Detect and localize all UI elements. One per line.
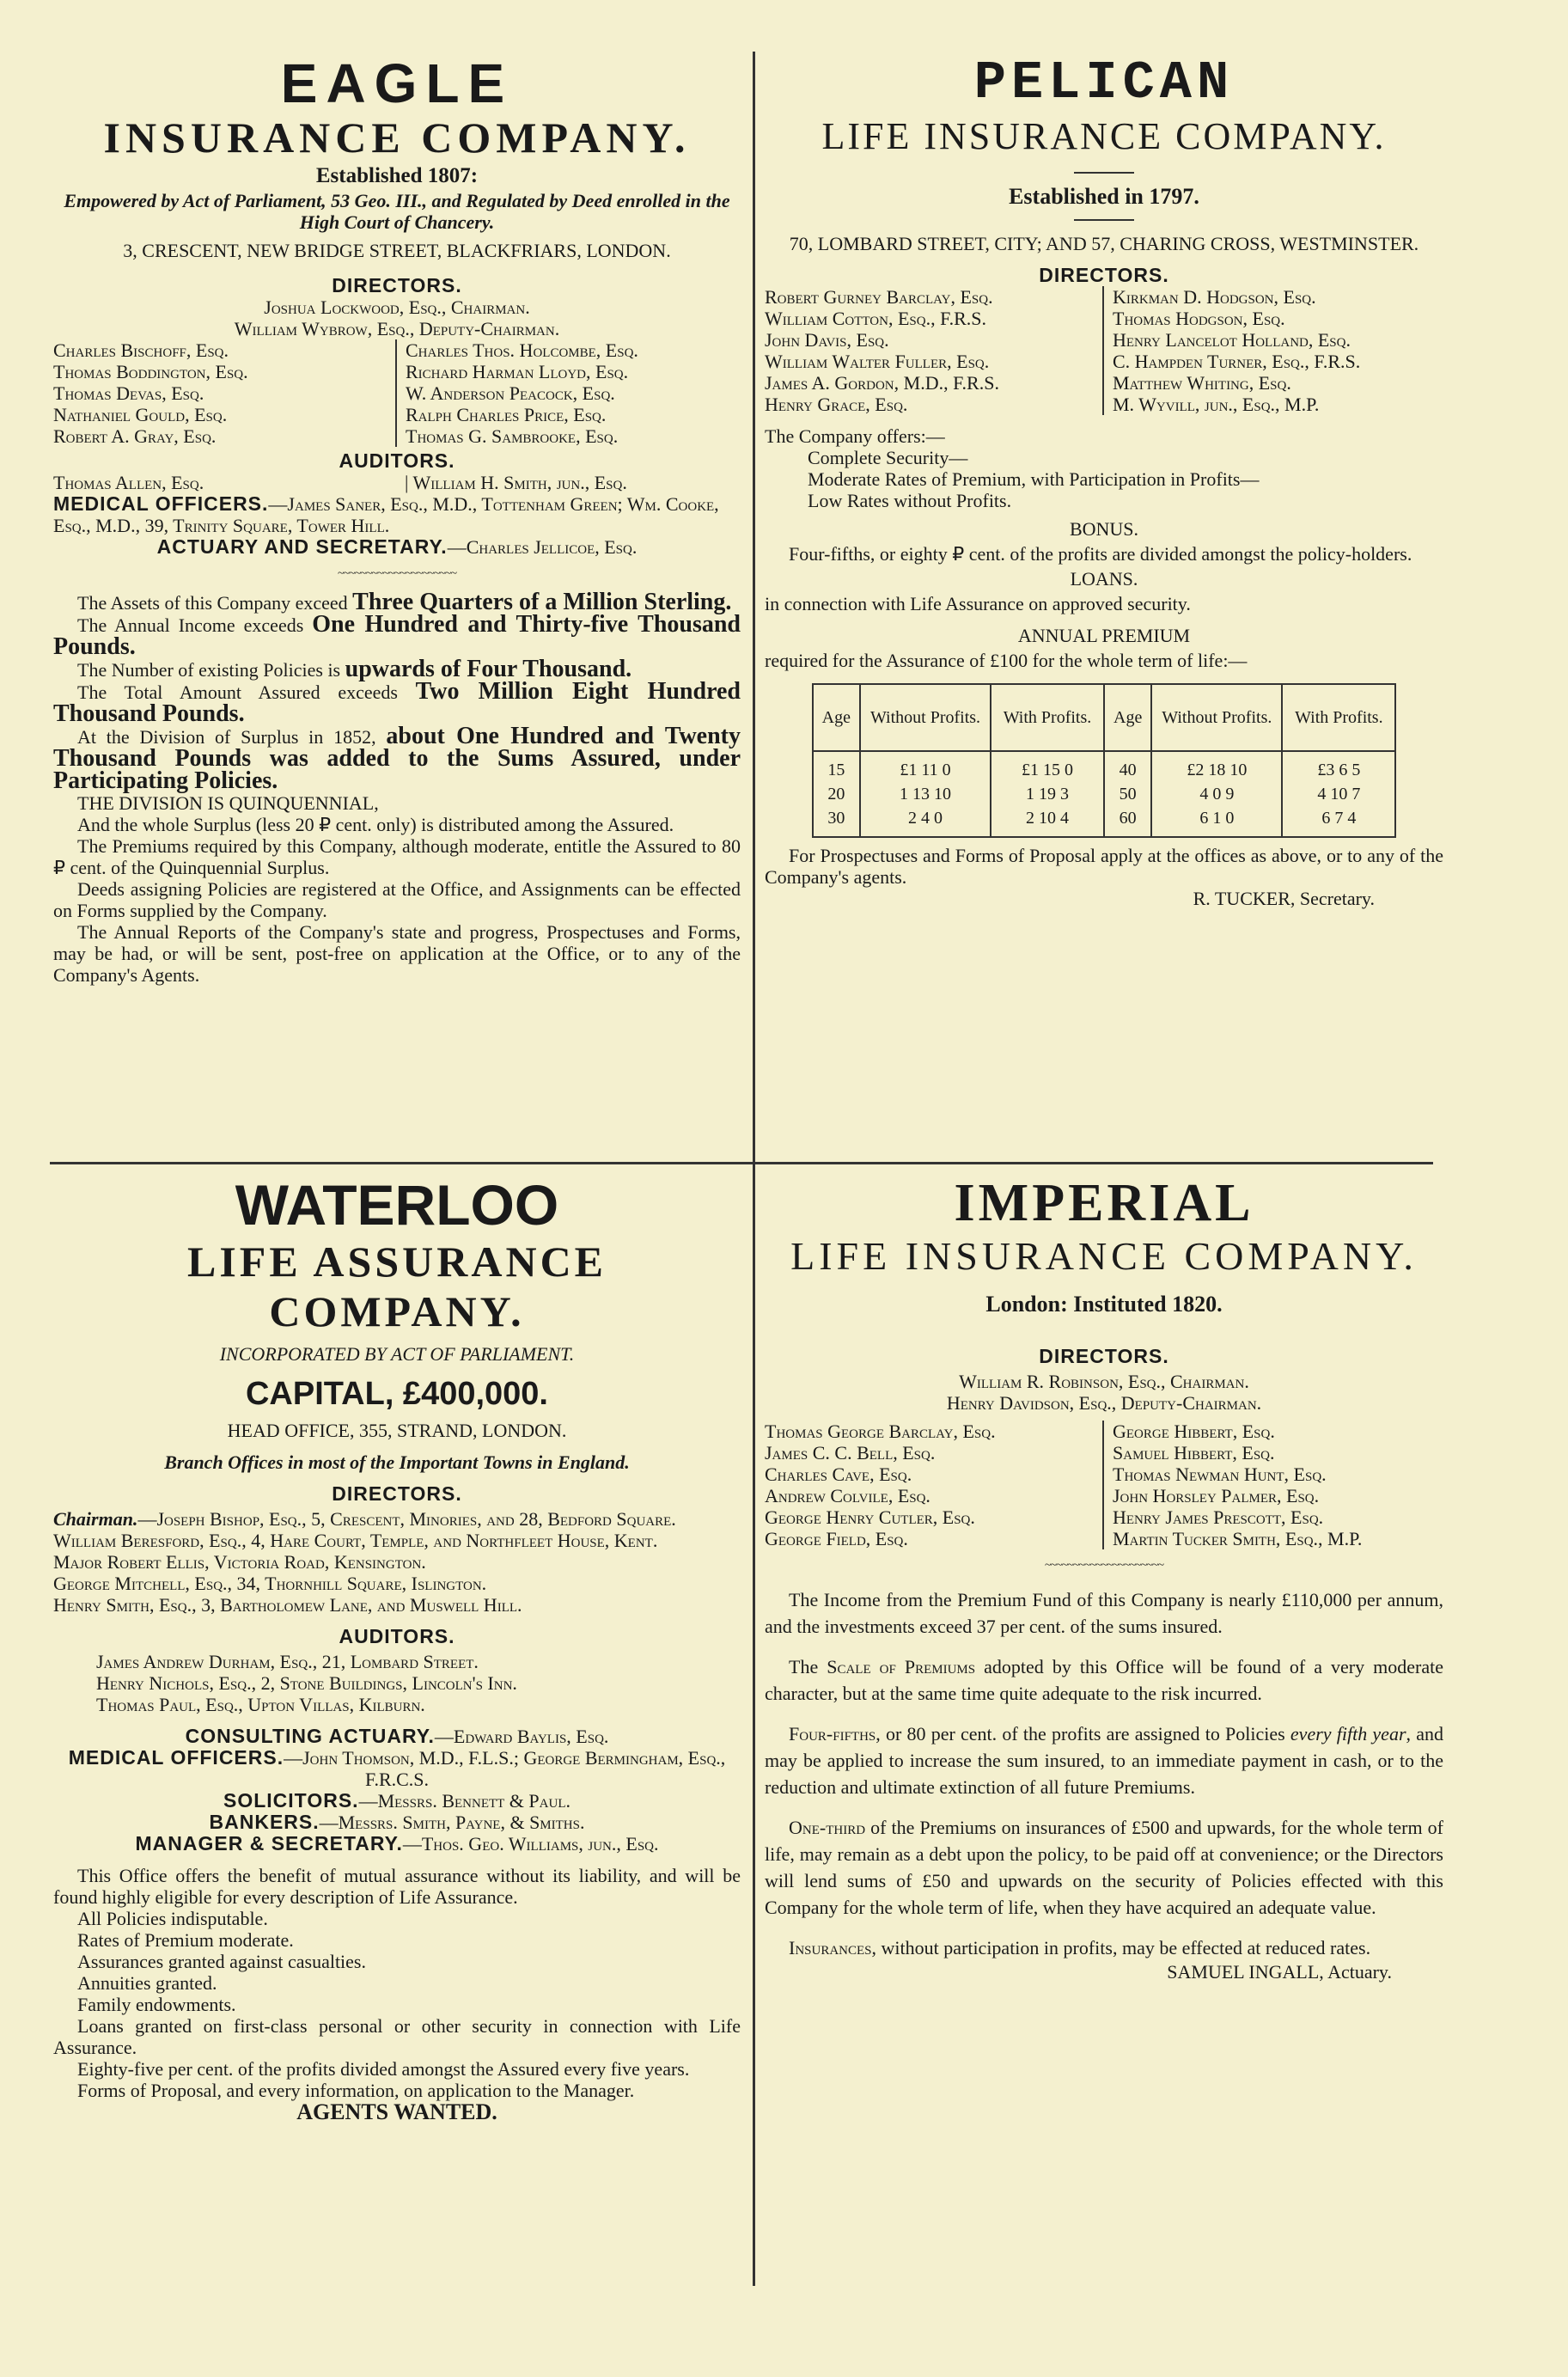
column-divider: [753, 52, 755, 2286]
eagle-auditors: [53, 472, 741, 493]
director: Nathaniel Gould, Esq.: [53, 404, 228, 425]
waterloo-title: WATERLOO: [235, 1173, 559, 1237]
director: Samuel Hibbert, Esq.: [1113, 1442, 1275, 1463]
list-item: Forms of Proposal, and every information, on application to the Manager.: [77, 2080, 635, 2101]
director: Henry Lancelot Holland, Esq.: [1113, 329, 1351, 351]
director: William Walter Fuller, Esq.: [765, 351, 990, 372]
table-row: 20 1 13 10 1 19 3 50 4 0 9 4 10 7: [813, 782, 1396, 806]
imperial-one-third: One-third of the Premiums on insurances of £500 and upwards, for the whole term of life, may remain as a debt upon the policy, to be paid off at convenience; or the Directors will lend sums of £50 and upwards on the security of Policies effected with this Company for the whole term of life, when they have acquired an adequate value.: [765, 1817, 1443, 1918]
director: Richard Harman Lloyd, Esq.: [406, 361, 629, 382]
waterloo-advertisement: [53, 1173, 741, 2316]
director: George Hibbert, Esq.: [1113, 1421, 1275, 1442]
table-row: 15 £1 11 0 £1 15 0 40 £2 18 10 £3 6 5: [813, 751, 1396, 782]
eagle-actuary: [53, 536, 741, 558]
list-item: Annuities granted.: [77, 1972, 217, 1994]
director: George Field, Esq.: [765, 1528, 908, 1549]
eagle-subtitle: INSURANCE COMPANY.: [103, 113, 691, 162]
eagle-title: EAGLE: [280, 52, 514, 114]
director: John Horsley Palmer, Esq.: [1113, 1485, 1320, 1506]
pelican-address: 70, LOMBARD STREET, CITY; AND 57, CHARING CROSS, WESTMINSTER.: [789, 233, 1419, 254]
eagle-policies: The Number of existing Policies is upwards of Four Thousand.: [77, 656, 632, 682]
eagle-premiums: The Premiums required by this Company, although moderate, entitle the Assured to 80 ₽ cent. of the Quinquennial Surplus.: [53, 835, 741, 878]
director: Kirkman D. Hodgson, Esq.: [1113, 286, 1316, 308]
director: Thomas George Barclay, Esq.: [765, 1421, 996, 1442]
eagle-directors-list: [53, 339, 741, 447]
director: William Beresford, Esq., 4, Hare Court, Temple, and Northfleet House, Kent.: [53, 1530, 658, 1551]
auditor: James Andrew Durham, Esq., 21, Lombard Street.: [96, 1651, 479, 1672]
director: George Mitchell, Esq., 34, Thornhill Square, Islington.: [53, 1573, 487, 1594]
imperial-scale: The Scale of Premiums adopted by this Office will be found of a very moderate character, but at the same time quite adequate to the risk incurred.: [765, 1656, 1443, 1704]
director: George Henry Cutler, Esq.: [765, 1506, 975, 1528]
list-item: Assurances granted against casualties.: [77, 1951, 366, 1972]
eagle-surplus: At the Division of Surplus in 1852, about One Hundred and Twenty Thousand Pounds was added to the Sums Assured, under Participating Policies.: [53, 723, 741, 794]
eagle-income: The Annual Income exceeds One Hundred and Thirty-five Thousand Pounds.: [53, 611, 741, 660]
premium-table: [812, 683, 1397, 838]
director: Charles Cave, Esq.: [765, 1463, 912, 1485]
pelican-loans-text: in connection with Life Assurance on approved security.: [765, 593, 1191, 614]
ornament: ~~~~~~~~~~~~~~~~~~~~~: [1044, 1559, 1164, 1572]
pelican-loans-heading: LOANS.: [1070, 568, 1138, 590]
ornament: ~~~~~~~~~~~~~~~~~~~~~: [337, 567, 457, 580]
waterloo-subtitle: LIFE ASSURANCE COMPANY.: [186, 1237, 607, 1335]
director: Matthew Whiting, Esq.: [1113, 372, 1291, 394]
waterloo-auditors-heading: AUDITORS.: [339, 1625, 455, 1647]
column-header: Without Profits.: [1151, 684, 1282, 751]
pelican-directors-heading: DIRECTORS.: [1039, 264, 1169, 286]
eagle-deeds: Deeds assigning Policies are registered at the Office, and Assignments can be effected on Forms supplied by the Company.: [53, 878, 741, 921]
column-header: Age: [1104, 684, 1151, 751]
imperial-insurances: Insurances, without participation in profits, may be effected at reduced rates.: [789, 1937, 1371, 1958]
waterloo-solicitors: SOLICITORS.—Messrs. Bennett & Paul.: [223, 1789, 570, 1812]
director: Henry James Prescott, Esq.: [1113, 1506, 1324, 1528]
director: Charles Bischoff, Esq.: [53, 339, 229, 361]
pelican-title: PELICAN: [973, 52, 1235, 113]
pelican-prospectus: For Prospectuses and Forms of Proposal apply at the offices as above, or to any of the Company's agents.: [765, 845, 1443, 888]
director: M. Wyvill, jun., Esq., M.P.: [1113, 394, 1320, 415]
director: Thomas Newman Hunt, Esq.: [1113, 1463, 1327, 1485]
waterloo-chairman: Chairman.—Joseph Bishop, Esq., 5, Crescent, Minories, and 28, Bedford Square.: [53, 1508, 676, 1530]
eagle-advertisement: [53, 53, 741, 1153]
column-header: With Profits.: [991, 684, 1104, 751]
offer-item: Moderate Rates of Premium, with Participation in Profits—: [808, 468, 1260, 490]
eagle-division: THE DIVISION IS QUINQUENNIAL,: [77, 792, 379, 814]
director: Ralph Charles Price, Esq.: [406, 404, 607, 425]
pelican-offers: The Company offers:—: [765, 425, 945, 447]
imperial-advertisement: [765, 1173, 1443, 2316]
offer-item: Low Rates without Profits.: [808, 490, 1012, 511]
divider-rule: [1074, 172, 1134, 174]
imperial-income: The Income from the Premium Fund of this Company is nearly £110,000 per annum, and the investments exceed 37 per cent. of the sums insured.: [765, 1589, 1443, 1637]
eagle-address: 3, CRESCENT, NEW BRIDGE STREET, BLACKFRIARS, LONDON.: [123, 240, 671, 261]
imperial-instituted: London: Instituted 1820.: [985, 1292, 1223, 1317]
imperial-four-fifths: Four-fifths, or 80 per cent. of the profits are assigned to Policies every fifth year, and may be applied to increase the sum insured, to an immediate payment in cash, or to the reduction and ultimate extinction of all future Premiums.: [765, 1723, 1443, 1798]
pelican-annual-text: required for the Assurance of £100 for the whole term of life:—: [765, 650, 1248, 671]
director: Robert Gurney Barclay, Esq.: [765, 286, 993, 308]
pelican-annual-heading: ANNUAL PREMIUM: [1017, 625, 1191, 646]
waterloo-capital: CAPITAL, £400,000.: [245, 1376, 548, 1412]
eagle-established: Established 1807:: [315, 164, 479, 187]
eagle-amount: The Total Amount Assured exceeds Two Million Eight Hundred Thousand Pounds.: [53, 678, 741, 727]
imperial-signature: SAMUEL INGALL, Actuary.: [1167, 1961, 1392, 1983]
waterloo-body: This Office offers the benefit of mutual assurance without its liability, and will be found highly eligible for every description of Life Assurance.: [53, 1865, 741, 1908]
director: Thomas G. Sambrooke, Esq.: [406, 425, 619, 447]
table-row: 30 2 4 0 2 10 4 60 6 1 0 6 7 4: [813, 806, 1396, 837]
director: Martin Tucker Smith, Esq., M.P.: [1113, 1528, 1363, 1549]
pelican-signature: R. TUCKER, Secretary.: [1193, 888, 1375, 909]
director: Thomas Devas, Esq.: [53, 382, 204, 404]
list-item: Family endowments.: [77, 1994, 236, 2015]
auditor: Thomas Paul, Esq., Upton Villas, Kilburn.: [96, 1694, 425, 1715]
director: Henry Grace, Esq.: [765, 394, 908, 415]
medical-text: —James Saner, Esq., M.D., Tottenham Green; Wm. Cooke, Esq., M.D., 39, Trinity Square, Tower Hill.: [53, 493, 719, 536]
pelican-established: Established in 1797.: [1009, 184, 1199, 209]
pelican-bonus-text: Four-fifths, or eighty ₽ cent. of the profits are divided amongst the policy-holders.: [789, 543, 1412, 565]
waterloo-manager: MANAGER & SECRETARY.—Thos. Geo. Williams, jun., Esq.: [135, 1832, 659, 1855]
eagle-medical-officers: [53, 493, 741, 536]
column-header: Without Profits.: [860, 684, 991, 751]
director: Robert A. Gray, Esq.: [53, 425, 217, 447]
eagle-deputy: William Wybrow, Esq., Deputy-Chairman.: [234, 318, 560, 339]
director: Thomas Hodgson, Esq.: [1113, 308, 1285, 329]
pelican-bonus-heading: BONUS.: [1069, 518, 1139, 540]
imperial-deputy: Henry Davidson, Esq., Deputy-Chairman.: [946, 1392, 1262, 1414]
director: Major Robert Ellis, Victoria Road, Kensington.: [53, 1551, 426, 1573]
waterloo-branch: Branch Offices in most of the Important Towns in England.: [164, 1451, 630, 1473]
auditor: Thomas Allen, Esq.: [53, 472, 204, 493]
waterloo-incorporated: INCORPORATED BY ACT OF PARLIAMENT.: [219, 1343, 575, 1365]
eagle-distribution: And the whole Surplus (less 20 ₽ cent. only) is distributed among the Assured.: [77, 814, 674, 835]
medical-label: MEDICAL OFFICERS.: [53, 492, 269, 515]
list-item: All Policies indisputable.: [77, 1908, 268, 1929]
pelican-subtitle: LIFE INSURANCE COMPANY.: [821, 115, 1387, 157]
pelican-directors-list: [765, 286, 1443, 415]
waterloo-medical: MEDICAL OFFICERS.—John Thomson, M.D., F.L.S.; George Bermingham, Esq., F.R.C.S.: [68, 1746, 726, 1790]
auditor: Henry Nichols, Esq., 2, Stone Buildings, Lincoln's Inn.: [96, 1672, 517, 1694]
actuary-text: —Charles Jellicoe, Esq.: [447, 536, 638, 558]
list-item: Rates of Premium moderate.: [77, 1929, 294, 1951]
divider-rule: [1074, 219, 1134, 221]
director: Henry Smith, Esq., 3, Bartholomew Lane, and Muswell Hill.: [53, 1594, 522, 1616]
eagle-empowered: Empowered by Act of Parliament, 53 Geo. III., and Regulated by Deed enrolled in the High Court of Chancery.: [64, 190, 730, 233]
director: Charles Thos. Holcombe, Esq.: [406, 339, 638, 361]
eagle-assets: The Assets of this Company exceed Three Quarters of a Million Sterling.: [77, 589, 732, 615]
column-header: Age: [813, 684, 860, 751]
imperial-title: IMPERIAL: [954, 1174, 1254, 1232]
pelican-advertisement: [765, 53, 1443, 1153]
imperial-directors-list: [765, 1421, 1443, 1549]
imperial-chairman: William R. Robinson, Esq., Chairman.: [959, 1371, 1249, 1392]
eagle-auditors-heading: AUDITORS.: [339, 449, 455, 472]
row-divider: [50, 1162, 1433, 1164]
director: James C. C. Bell, Esq.: [765, 1442, 936, 1463]
imperial-subtitle: LIFE INSURANCE COMPANY.: [790, 1234, 1418, 1278]
list-item: Loans granted on first-class personal or other security in connection with Life Assurance.: [53, 2015, 741, 2058]
eagle-chairman: Joshua Lockwood, Esq., Chairman.: [264, 296, 530, 318]
director: W. Anderson Peacock, Esq.: [406, 382, 615, 404]
director: C. Hampden Turner, Esq., F.R.S.: [1113, 351, 1361, 372]
offer-item: Complete Security—: [808, 447, 968, 468]
table-header-row: [813, 684, 1396, 751]
waterloo-bankers: BANKERS.—Messrs. Smith, Payne, & Smiths.: [209, 1811, 585, 1833]
director: James A. Gordon, M.D., F.R.S.: [765, 372, 999, 394]
auditor: | William H. Smith, jun., Esq.: [405, 472, 627, 493]
waterloo-directors-heading: DIRECTORS.: [332, 1482, 462, 1505]
imperial-directors-heading: DIRECTORS.: [1039, 1345, 1169, 1367]
waterloo-head-office: HEAD OFFICE, 355, STRAND, LONDON.: [227, 1420, 567, 1441]
director: Thomas Boddington, Esq.: [53, 361, 248, 382]
director: William Cotton, Esq., F.R.S.: [765, 308, 986, 329]
director: John Davis, Esq.: [765, 329, 889, 351]
column-header: With Profits.: [1282, 684, 1395, 751]
waterloo-consulting: CONSULTING ACTUARY.—Edward Baylis, Esq.: [185, 1725, 609, 1747]
eagle-directors-heading: DIRECTORS.: [332, 274, 462, 296]
director: Andrew Colvile, Esq.: [765, 1485, 930, 1506]
eagle-reports: The Annual Reports of the Company's state and progress, Prospectuses and Forms, may be had, or will be sent, post-free on application at the Office, or to any of the Company's Agents.: [53, 921, 741, 986]
waterloo-agents-wanted: AGENTS WANTED.: [296, 2099, 497, 2124]
actuary-label: ACTUARY AND SECRETARY.: [156, 535, 448, 558]
list-item: Eighty-five per cent. of the profits divided amongst the Assured every five years.: [77, 2058, 690, 2080]
